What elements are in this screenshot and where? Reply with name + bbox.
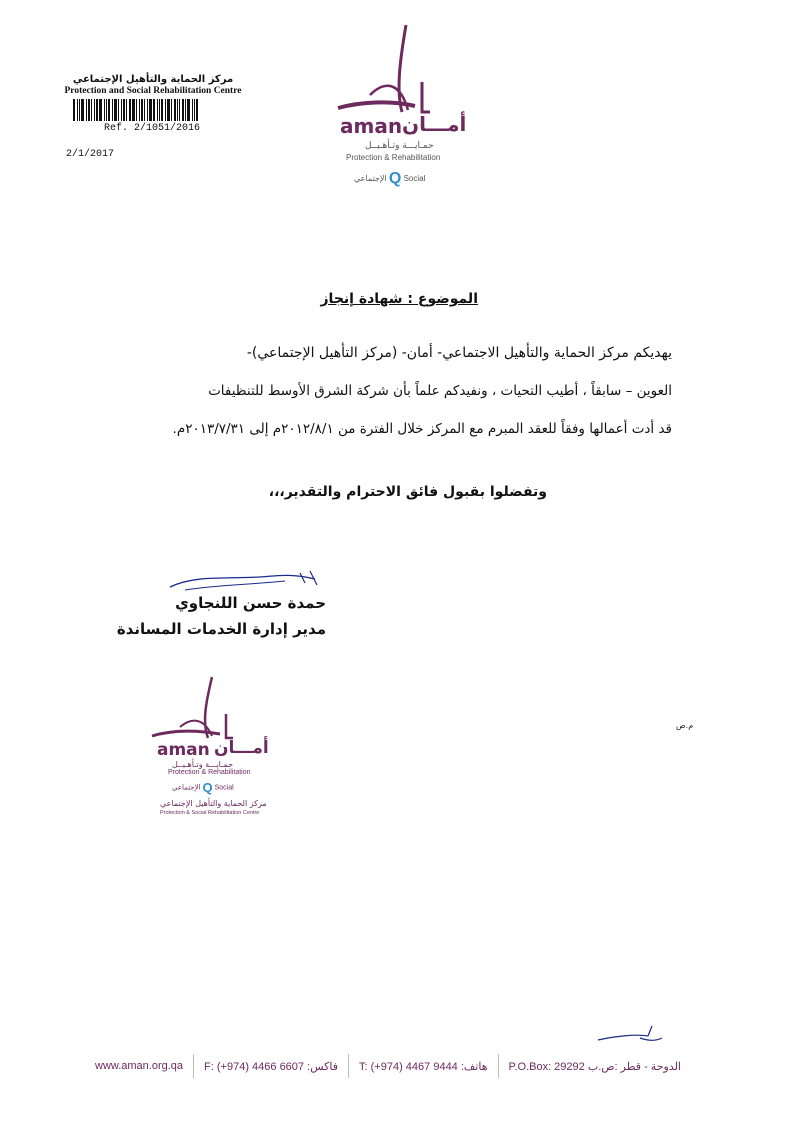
signatory-name: حمدة حسن اللنجاوي <box>175 594 326 612</box>
stamp-centre-ar: مركز الحماية والتأهيل الإجتماعي <box>160 799 267 808</box>
barcode-bar <box>147 99 148 121</box>
stamp-logo-social <box>172 780 234 795</box>
barcode-bar <box>149 99 152 121</box>
stamp-ref: Ref. 2/1051/2016 <box>104 123 201 134</box>
registry-stamp <box>58 74 248 134</box>
barcode-bar <box>185 99 186 121</box>
barcode-bar <box>179 99 180 121</box>
barcode-bar <box>141 99 143 121</box>
barcode-bar <box>79 99 80 121</box>
initial-icon <box>596 1018 666 1048</box>
barcode-bar <box>91 99 92 121</box>
barcode-bar <box>99 99 102 121</box>
barcode-bar <box>123 99 125 121</box>
barcode-bar <box>104 99 105 121</box>
barcode-bar <box>136 99 137 121</box>
aman-logo-icon <box>330 20 470 195</box>
barcode-bar <box>88 99 90 121</box>
barcode-bar <box>108 99 110 121</box>
barcode-bar <box>174 99 176 121</box>
barcode-bar <box>106 99 107 121</box>
letter-line-1: يهديكم مركز الحماية والتأهيل الاجتماعي- أمان- (مركز التأهيل الإجتماعي)- <box>246 345 672 361</box>
stamp-logo-subtitle-en: Protection & Rehabilitation <box>168 769 251 776</box>
barcode-bar <box>171 99 172 121</box>
letter-subject: الموضوع : شهادة إنجاز <box>320 291 478 307</box>
barcode-bar <box>118 99 119 121</box>
qatar-social-icon: Q <box>388 170 402 187</box>
logo-social-en: Social <box>403 174 426 184</box>
letter-line-2: العوين – سابقاً ، أطيب التحيات ، ونفيدكم علماً بأن شركة الشرق الأوسط للتنظيفات <box>208 383 672 399</box>
stamp-logo-name-en: aman <box>157 740 210 760</box>
barcode-bar <box>196 99 198 121</box>
logo-social-ar: الإجتماعي <box>354 174 387 184</box>
footer-website[interactable]: www.aman.org.qa <box>95 1060 184 1072</box>
barcode-bar <box>73 99 75 121</box>
footer-tel: T: (+974) 4467 9444 :هاتف <box>359 1060 488 1073</box>
stamp-logo-subtitle-ar: حمـايـــة وتـأهـيــل <box>172 760 234 769</box>
logo-social <box>354 170 425 188</box>
barcode-bar <box>153 99 155 121</box>
barcode-bar <box>194 99 195 121</box>
barcode-bar <box>114 99 117 121</box>
barcode-bar <box>132 99 135 121</box>
reference-mark: م.ص <box>676 721 694 730</box>
stamp-org-en: Protection and Social Rehabilitation Centre <box>64 86 242 96</box>
barcode-bar <box>192 99 193 121</box>
logo-name-en: aman <box>340 114 403 138</box>
barcode-bar <box>177 99 178 121</box>
footer-fax: F: (+974) 4466 6607 :فاكس <box>204 1060 339 1073</box>
signatory-title: مدير إدارة الخدمات المساندة <box>116 620 326 638</box>
footer-contact-bar <box>95 1053 705 1079</box>
barcode-bar <box>157 99 158 121</box>
barcode-bar <box>182 99 184 121</box>
barcode-bar <box>187 99 190 121</box>
footer-divider <box>498 1054 499 1078</box>
barcode <box>73 99 233 121</box>
letter-line-3: قد أدت أعمالها وفقاً للعقد المبرم مع المركز خلال الفترة من ٢٠١٢/٨/١م إلى ٢٠١٣/٧/٣١م. <box>172 421 672 437</box>
stamp-date: 2/1/2017 <box>66 149 115 160</box>
stamp-centre-en: Protection & Social Rehabilitation Centre <box>160 810 260 816</box>
footer-divider <box>348 1054 349 1078</box>
barcode-bar <box>129 99 131 121</box>
barcode-bar <box>81 99 84 121</box>
footer-pobox: P.O.Box: 29292 الدوحة - قطر :ص.ب <box>508 1060 681 1073</box>
stamp-org-ar: مركز الحماية والتأهيل الإجتماعي <box>72 74 234 85</box>
logo-subtitle-ar: حمـايـــة وتـأهـيــل <box>365 141 434 151</box>
barcode-bar <box>86 99 87 121</box>
barcode-bar <box>94 99 95 121</box>
letter-closing: وتفضلوا بقبول فائق الاحترام والتقدير،،، <box>268 484 547 500</box>
logo-subtitle-en: Protection & Rehabilitation <box>346 153 441 162</box>
qatar-social-icon: Q <box>202 780 213 795</box>
barcode-bar <box>167 99 170 121</box>
barcode-bar <box>126 99 127 121</box>
barcode-bar <box>112 99 113 121</box>
logo-name-ar: أمـــان <box>402 112 467 136</box>
stamp-social-en: Social <box>214 784 234 792</box>
barcode-bar <box>161 99 163 121</box>
barcode-bar <box>144 99 145 121</box>
barcode-bar <box>165 99 166 121</box>
stamp-social-ar: الإجتماعي <box>172 784 201 792</box>
barcode-bar <box>121 99 122 121</box>
barcode-bar <box>159 99 160 121</box>
barcode-bar <box>139 99 140 121</box>
stamp-logo-name-ar: أمـــان <box>214 738 269 758</box>
footer-divider <box>193 1054 194 1078</box>
barcode-bar <box>77 99 78 121</box>
barcode-bar <box>96 99 98 121</box>
